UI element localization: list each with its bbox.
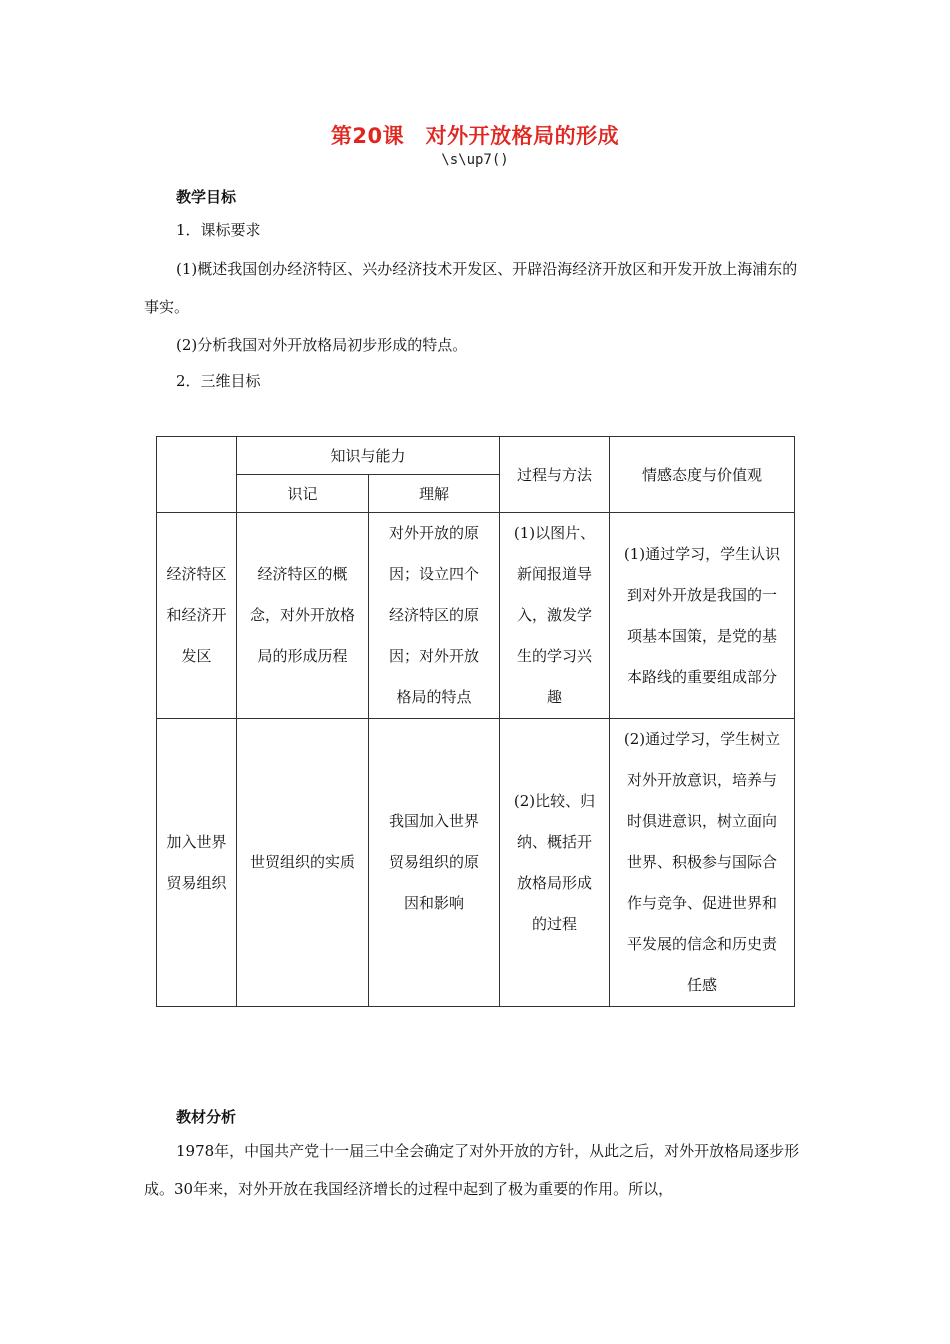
header-understand-label: 理解 bbox=[419, 485, 450, 503]
header-knowledge-ability bbox=[237, 437, 500, 475]
header-emotion-label: 情感态度与价值观 bbox=[642, 466, 763, 484]
row2-recall-cell bbox=[237, 719, 369, 1007]
header-process-label: 过程与方法 bbox=[517, 466, 593, 484]
row2-process: (2)比较、归纳、概括开放格局形成的过程 bbox=[513, 791, 596, 933]
paragraph-textbook-analysis: 1978年，中国共产党十一届三中全会确定了对外开放的方针，从此之后，对外开放格局逐步形成。30年来，对外开放在我国经济增长的过程中起到了极为重要的作用。所以， bbox=[144, 1142, 800, 1198]
table-row bbox=[157, 719, 795, 1007]
item-label-curriculum: 1．课标要求 bbox=[176, 221, 261, 239]
header-process-method bbox=[500, 437, 610, 513]
row1-topic: 经济特区和经济开发区 bbox=[166, 565, 227, 665]
section-heading-teaching-goals: 教学目标 bbox=[176, 188, 237, 206]
row1-process: (1)以图片、新闻报道导入，激发学生的学习兴趣 bbox=[513, 524, 596, 706]
row2-understand-cell bbox=[369, 719, 500, 1007]
row2-topic: 加入世界贸易组织 bbox=[166, 832, 227, 892]
paragraph-curriculum-1: (1)概述我国创办经济特区、兴办经济技术开发区、开辟沿海经济开放区和开发开放上海浦东的事实。 bbox=[144, 260, 798, 316]
row1-emotion-cell bbox=[610, 513, 795, 719]
row2-topic-cell bbox=[157, 719, 237, 1007]
row1-understand-cell bbox=[369, 513, 500, 719]
table-corner-cell bbox=[157, 437, 237, 513]
header-understand bbox=[369, 475, 500, 513]
header-recall bbox=[237, 475, 369, 513]
header-recall-label: 识记 bbox=[287, 485, 318, 503]
row1-understand: 对外开放的原因；设立四个经济特区的原因；对外开放格局的特点 bbox=[388, 524, 479, 706]
row1-topic-cell bbox=[157, 513, 237, 719]
header-emotion-values bbox=[610, 437, 795, 513]
row2-emotion-cell bbox=[610, 719, 795, 1007]
table-row bbox=[157, 513, 795, 719]
document-title: 第20课 对外开放格局的形成 bbox=[330, 124, 620, 148]
row1-recall-cell bbox=[237, 513, 369, 719]
row2-understand: 我国加入世界贸易组织的原因和影响 bbox=[388, 812, 479, 912]
row1-process-cell bbox=[500, 513, 610, 719]
row2-process-cell bbox=[500, 719, 610, 1007]
section-heading-textbook-analysis: 教材分析 bbox=[176, 1108, 237, 1126]
paragraph-curriculum-2: (2)分析我国对外开放格局初步形成的特点。 bbox=[176, 336, 468, 354]
objectives-table bbox=[156, 436, 795, 1007]
item-label-three-dimensional-goals: 2．三维目标 bbox=[176, 372, 261, 390]
document-subtitle: \s\up7() bbox=[441, 152, 509, 168]
row2-emotion: (2)通过学习，学生树立对外开放意识，培养与时俱进意识，树立面向世界、积极参与国际合作与竞争、促进世界和平发展的信念和历史责任感 bbox=[623, 730, 781, 994]
row1-emotion: (1)通过学习，学生认识到对外开放是我国的一项基本国策，是党的基本路线的重要组成部分 bbox=[623, 544, 781, 686]
row2-recall: 世贸组织的实质 bbox=[250, 853, 356, 871]
row1-recall: 经济特区的概念，对外开放格局的形成历程 bbox=[250, 565, 356, 665]
header-knowledge-label: 知识与能力 bbox=[330, 447, 406, 465]
